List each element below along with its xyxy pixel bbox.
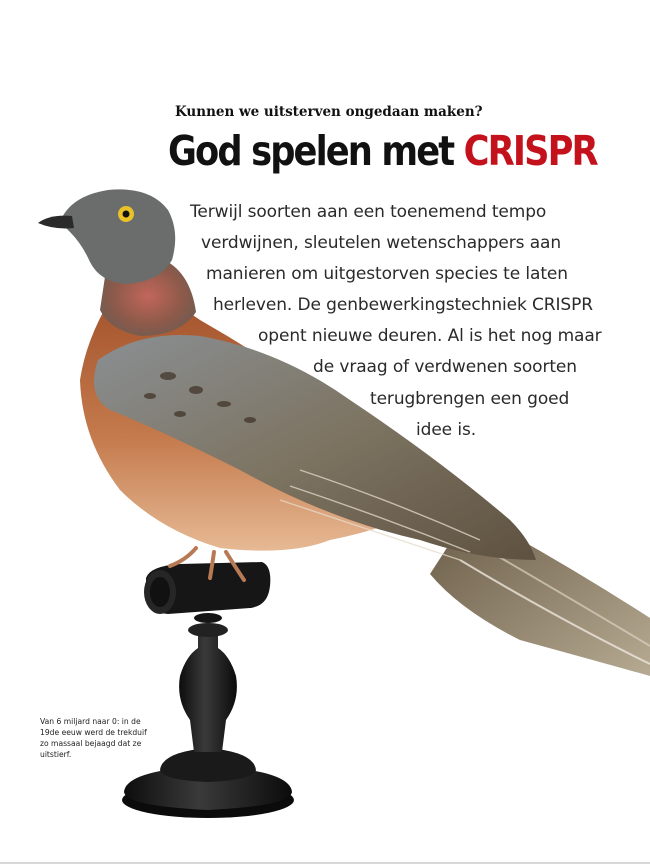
intro-line: verdwijnen, sleutelen wetenschappers aan xyxy=(201,233,562,253)
intro-line: Terwijl soorten aan een toenemend tempo xyxy=(190,202,547,222)
caption-line: 19de eeuw werd de trekduif xyxy=(40,728,147,737)
headline-main-text: God spelen met xyxy=(168,127,464,175)
headline-accent-text: CRISPR xyxy=(463,127,597,175)
caption-line: Van 6 miljard naar 0: in de xyxy=(40,717,141,726)
intro-line: manieren om uitgestorven species te laten xyxy=(206,264,568,284)
photo-caption xyxy=(40,716,162,760)
caption-line: uitstierf. xyxy=(40,750,72,759)
article-kicker: Kunnen we uitsterven ongedaan maken? xyxy=(175,104,483,120)
intro-line: de vraag of verdwenen soorten xyxy=(313,357,577,377)
intro-line: herleven. De genbewerkingstechniek CRISPR xyxy=(213,295,593,315)
intro-line: idee is. xyxy=(416,420,477,440)
intro-line: opent nieuwe deuren. Al is het nog maar xyxy=(258,326,602,346)
wooden-stand xyxy=(122,562,294,818)
bird-head xyxy=(60,189,175,284)
article-headline xyxy=(168,128,597,175)
caption-line: zo massaal bejaagd dat ze xyxy=(40,739,142,748)
intro-line: terugbrengen een goed xyxy=(370,389,570,409)
